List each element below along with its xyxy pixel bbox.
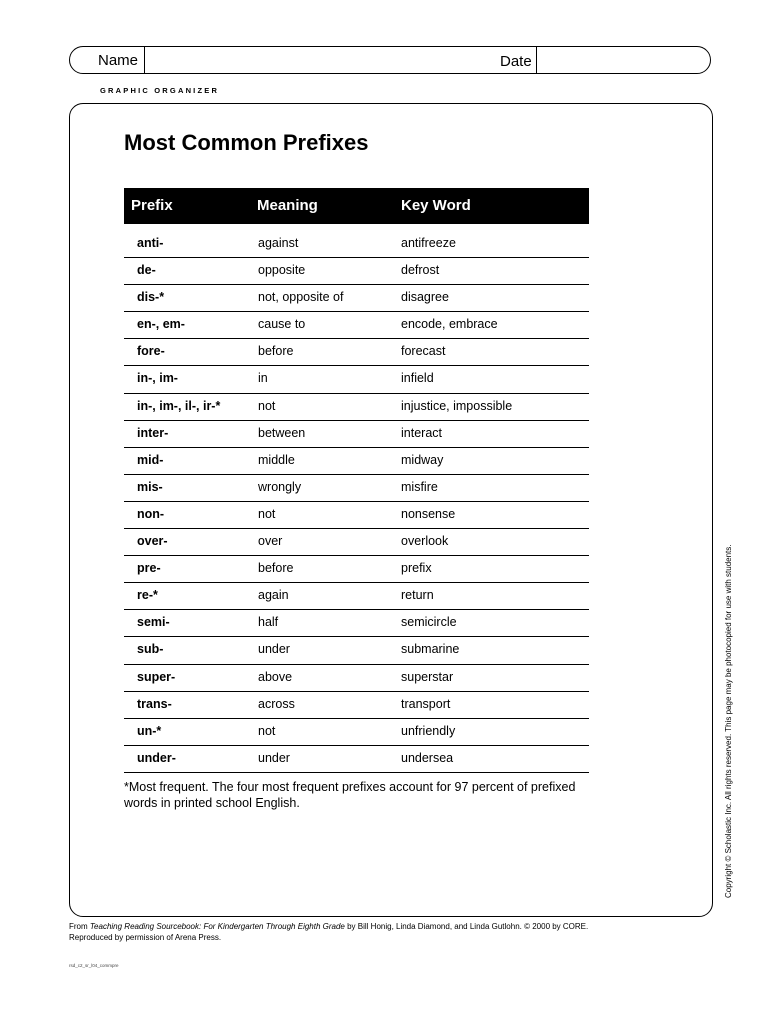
name-divider — [144, 47, 145, 73]
prefix-cell: non- — [137, 506, 165, 521]
prefix-cell: in-, im- — [137, 371, 178, 386]
key-word-cell: prefix — [401, 561, 432, 576]
file-code: rsd_c2_sr_l04_commpre — [69, 963, 119, 968]
prefix-cell: pre- — [137, 561, 161, 576]
prefix-cell: de- — [137, 263, 156, 278]
table-row — [124, 231, 589, 258]
prefix-cell: mid- — [137, 452, 164, 467]
table-row — [124, 258, 589, 285]
prefix-cell: in-, im-, il-, ir-* — [137, 398, 221, 413]
table-row — [124, 556, 589, 583]
meaning-cell: cause to — [258, 317, 306, 332]
name-label: Name — [98, 52, 139, 69]
date-label: Date — [500, 53, 532, 70]
prefix-cell: trans- — [137, 696, 172, 711]
prefix-table-body — [124, 231, 589, 773]
citation-rest: by Bill Honig, Linda Diamond, and Linda Gutlohn. © 2000 by CORE. — [344, 922, 589, 931]
key-word-cell: encode, embrace — [401, 317, 498, 332]
meaning-cell: half — [258, 615, 279, 630]
meaning-cell: under — [258, 642, 290, 657]
key-word-cell: submarine — [401, 642, 460, 657]
key-word-cell: forecast — [401, 344, 446, 359]
prefix-cell: anti- — [137, 236, 164, 250]
key-word-cell: antifreeze — [401, 236, 456, 250]
meaning-cell: before — [258, 561, 294, 576]
key-word-cell: nonsense — [401, 506, 456, 521]
table-row — [124, 610, 589, 637]
key-word-cell: superstar — [401, 669, 454, 684]
prefix-cell: inter- — [137, 425, 169, 440]
table-row — [124, 421, 589, 448]
page-title: Most Common Prefixes — [124, 130, 369, 155]
meaning-cell: not, opposite of — [258, 290, 344, 305]
meaning-cell: between — [258, 425, 306, 440]
key-word-cell: defrost — [401, 263, 440, 278]
name-date-bar — [69, 46, 711, 74]
meaning-cell: not — [258, 506, 276, 521]
key-word-cell: unfriendly — [401, 723, 456, 738]
key-word-cell: interact — [401, 425, 442, 440]
meaning-cell: over — [258, 534, 283, 549]
column-header-meaning: Meaning — [257, 197, 318, 214]
footnote: *Most frequent. The four most frequent prefixes account for 97 percent of prefixed words in printed school English. — [124, 780, 576, 810]
meaning-cell: wrongly — [258, 479, 302, 494]
prefix-cell: super- — [137, 669, 176, 684]
table-row — [124, 692, 589, 719]
key-word-cell: transport — [401, 696, 451, 711]
table-row — [124, 285, 589, 312]
meaning-cell: in — [258, 371, 268, 386]
prefix-cell: fore- — [137, 344, 165, 359]
section-label: GRAPHIC ORGANIZER — [100, 86, 220, 95]
key-word-cell: misfire — [401, 479, 438, 494]
prefix-cell: en-, em- — [137, 317, 185, 332]
meaning-cell: middle — [258, 452, 295, 467]
prefix-cell: re-* — [137, 588, 158, 603]
citation — [69, 922, 709, 943]
column-header-key-word: Key Word — [401, 197, 471, 214]
copyright-notice: Copyright © Scholastic Inc. All rights reserved. This page may be photocopied for use with students. — [724, 544, 733, 898]
meaning-cell: across — [258, 696, 295, 711]
meaning-cell: opposite — [258, 263, 306, 278]
prefix-cell: sub- — [137, 642, 164, 657]
meaning-cell: before — [258, 344, 294, 359]
table-row — [124, 339, 589, 366]
table-row — [124, 502, 589, 529]
prefix-cell: dis-* — [137, 290, 165, 305]
key-word-cell: midway — [401, 452, 444, 467]
key-word-cell: return — [401, 588, 434, 603]
prefix-cell: semi- — [137, 615, 170, 630]
date-divider — [536, 47, 537, 73]
prefix-cell: under- — [137, 750, 176, 765]
table-row — [124, 719, 589, 746]
citation-prefix: From — [69, 922, 90, 931]
prefix-cell: mis- — [137, 479, 163, 494]
table-row — [124, 583, 589, 610]
key-word-cell: infield — [401, 371, 434, 386]
prefix-cell: over- — [137, 534, 168, 549]
meaning-cell: not — [258, 723, 276, 738]
key-word-cell: injustice, impossible — [401, 398, 513, 413]
key-word-cell: undersea — [401, 750, 454, 765]
table-row — [124, 366, 589, 393]
column-header-prefix: Prefix — [131, 197, 173, 214]
table-row — [124, 448, 589, 475]
citation-line2: Reproduced by permission of Arena Press. — [69, 932, 222, 942]
table-row — [124, 746, 589, 773]
meaning-cell: against — [258, 236, 299, 250]
table-header — [124, 188, 589, 224]
citation-book-title: Teaching Reading Sourcebook: For Kindergarten Through Eighth Grade — [89, 922, 345, 931]
table-row — [124, 475, 589, 502]
meaning-cell: above — [258, 669, 293, 684]
table-row — [124, 529, 589, 556]
key-word-cell: semicircle — [401, 615, 457, 630]
key-word-cell: overlook — [401, 534, 449, 549]
table-row — [124, 637, 589, 664]
table-row — [124, 312, 589, 339]
meaning-cell: not — [258, 398, 276, 413]
table-row — [124, 394, 589, 421]
meaning-cell: again — [258, 588, 289, 603]
table-row — [124, 665, 589, 692]
meaning-cell: under — [258, 750, 290, 765]
prefix-cell: un-* — [137, 723, 162, 738]
key-word-cell: disagree — [401, 290, 449, 305]
